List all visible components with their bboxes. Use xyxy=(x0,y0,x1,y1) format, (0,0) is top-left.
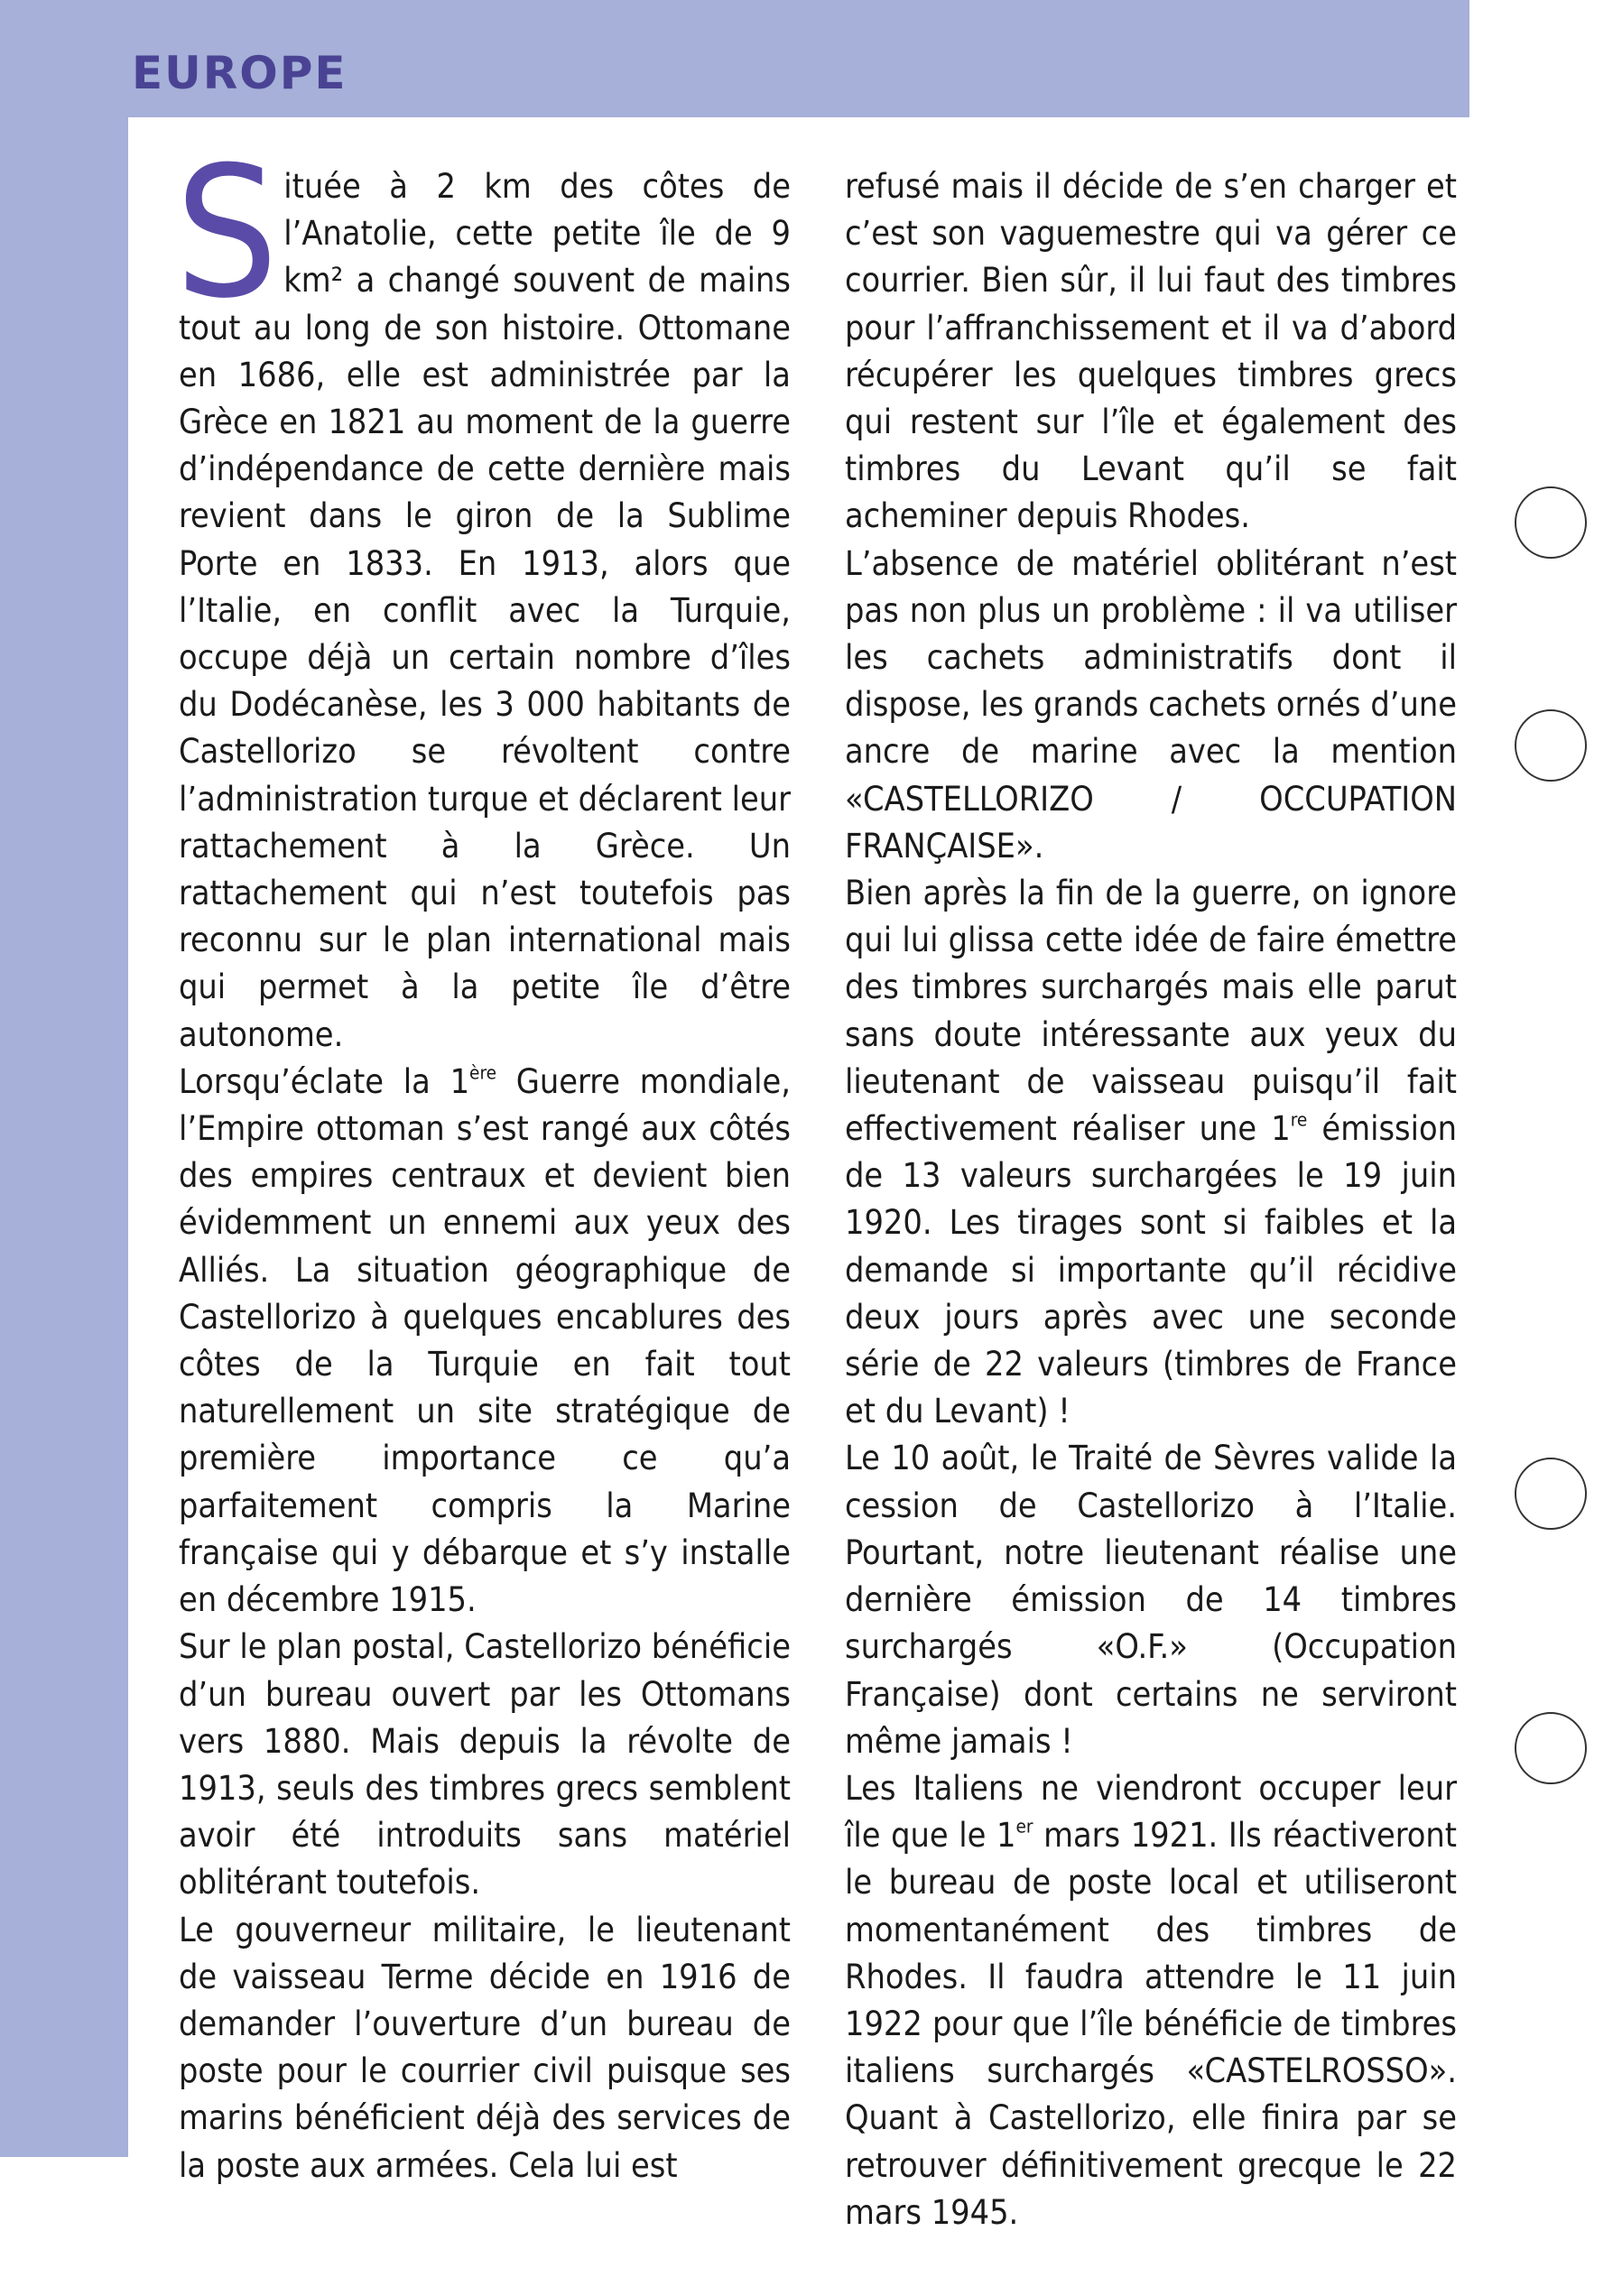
side-band xyxy=(0,0,128,2157)
text-column-right xyxy=(845,162,1457,2236)
binder-hole-icon xyxy=(1515,709,1587,782)
superscript: er xyxy=(1015,1815,1033,1838)
paragraph-text: émission de 13 valeurs surchargées le 19 juin 1920. Les tirages sont si faibles et la demande si importante qu’il récidive deux jours après avec une seconde série de 22 valeurs (timbres de France et du Levant) ! xyxy=(845,1108,1457,1431)
paragraph-text: Les Italiens ne viendront occuper leur île que le 1 xyxy=(845,1767,1457,1856)
paragraph xyxy=(175,128,791,1058)
paragraph: refusé mais il décide de s’en charger et c’est son vaguemestre qui va gérer ce courrier. Bien sûr, il lui faut des timbres pour l’affranchissement et il va d’abord récupérer les quelques timbres grecs qui restent sur l’île et également des timbres du Levant qu’il se fait acheminer depuis Rhodes. xyxy=(845,166,1457,536)
superscript: ère xyxy=(469,1061,497,1084)
paragraph xyxy=(845,869,1457,1434)
paragraph-text: Guerre mondiale, l’Empire ottoman s’est rangé aux côtés des empires centraux et devient bien évidemment un ennemi aux yeux des Alliés. La situation géographique de Castellorizo à quelques encablures des côtes de la Turquie en fait tout naturellement un site stratégique de première importance ce qu’a parfaitement compris la Marine française qui y débarque et s’y installe en décembre 1915. xyxy=(179,1060,791,1620)
paragraph xyxy=(845,1764,1457,2236)
paragraph xyxy=(179,1058,791,1623)
paragraph-text: mars 1921. Ils réactiveront le bureau de poste local et utiliseront momentanément des timbres de Rhodes. Il faudra attendre le 11 juin 1922 pour que l’île bénéficie de timbres italiens surchargés «CASTELROSSO». Quant à Castellorizo, elle finira par se retrouver définitivement grecque le 22 mars 1945. xyxy=(845,1815,1457,2232)
paragraph-text: ituée à 2 km des côtes de l’Anatolie, cette petite île de 9 km² a changé souvent de mains tout au long de son histoire. Ottomane en 1686, elle est administrée par la Grèce en 1821 au moment de la guerre d’indépendance de cette dernière mais revient dans le giron de la Sublime Porte en 1833. En 1913, alors que l’Italie, en conflit avec la Turquie, occupe déjà un certain nombre d’îles du Dodécanèse, les 3 000 habitants de Castellorizo se révoltent contre l’administration turque et déclarent leur rattachement à la Grèce. Un rattachement qui n’est toutefois pas reconnu sur le plan international mais qui permet à la petite île d’être autonome. xyxy=(179,166,791,1054)
binder-hole-icon xyxy=(1515,1458,1587,1530)
paragraph: Sur le plan postal, Castellorizo bénéficie d’un bureau ouvert par les Ottomans vers 1880. Mais depuis la révolte de 1913, seuls des timbres grecs semblent avoir été introduits sans matériel oblitérant toutefois. xyxy=(179,1626,791,1903)
drop-cap: S xyxy=(175,128,279,338)
text-column-left xyxy=(175,128,791,2189)
paragraph: Le 10 août, le Traité de Sèvres valide la cession de Castellorizo à l’Italie. Pourtant, notre lieutenant réalise une dernière émission de 14 timbres surchargés «O.F.» (Occupation Française) dont certains ne serviront même jamais ! xyxy=(845,1438,1457,1761)
paragraph-text: Lorsqu’éclate la 1 xyxy=(179,1060,470,1101)
paragraph-text: Bien après la fin de la guerre, on ignore qui lui glissa cette idée de faire émettre des timbres surchargés mais elle parut sans doute intéressante aux yeux du lieutenant de vaisseau puisqu’il fait effectivement réaliser une 1 xyxy=(845,873,1457,1149)
binder-hole-icon xyxy=(1515,1712,1587,1784)
paragraph: Le gouverneur militaire, le lieutenant de vaisseau Terme décide en 1916 de demander l’ouverture d’un bureau de poste pour le courrier civil puisque ses marins bénéficient déjà des services de la poste aux armées. Cela lui est xyxy=(179,1909,791,2185)
binder-hole-icon xyxy=(1515,486,1587,559)
section-title: EUROPE xyxy=(132,47,348,99)
paragraph: L’absence de matériel oblitérant n’est pas non plus un problème : il va utiliser les cachets administratifs dont il dispose, les grands cachets ornés d’une ancre de marine avec la mention «CASTELLORIZO / OCCUPATION FRANÇAISE». xyxy=(845,542,1457,866)
superscript: re xyxy=(1290,1108,1308,1131)
